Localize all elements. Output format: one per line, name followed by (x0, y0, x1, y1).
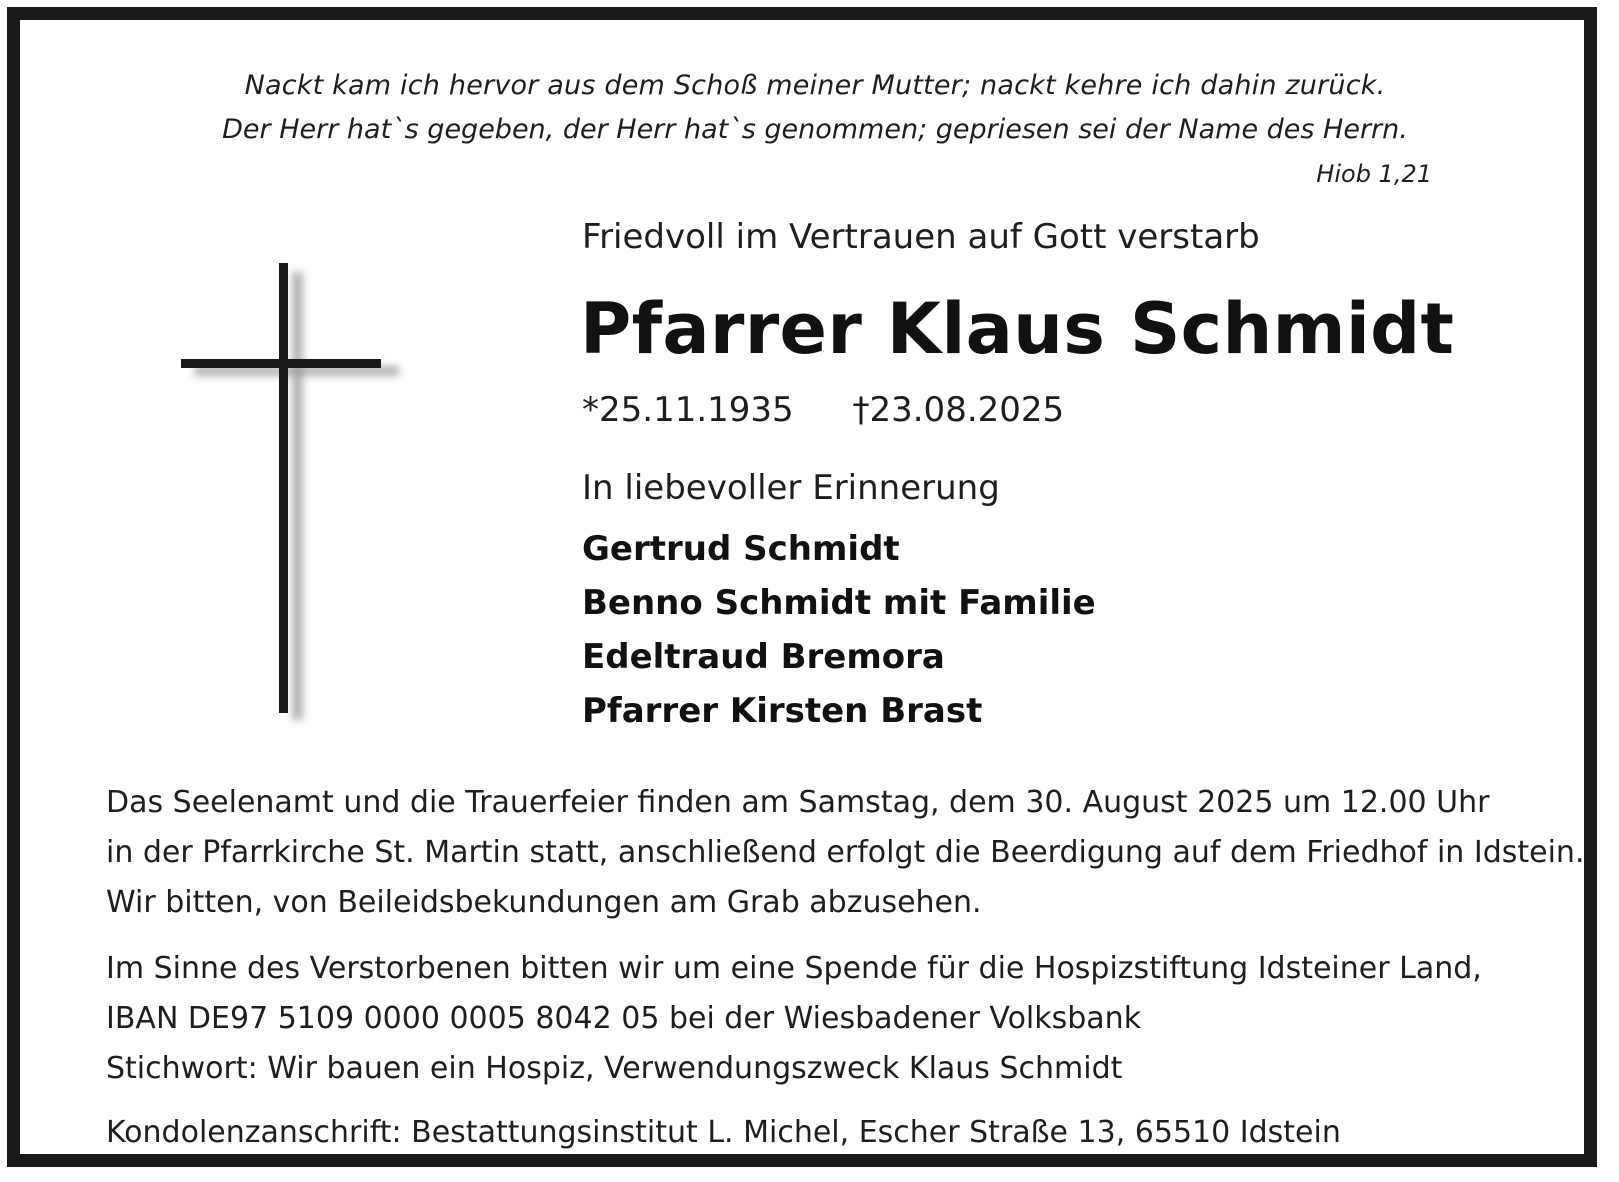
cross-icon (170, 245, 410, 745)
condolence-address (106, 1108, 1341, 1158)
intro-text: Friedvoll im Vertrauen auf Gott verstarb (582, 217, 1260, 257)
deceased-name: Pfarrer Klaus Schmidt (580, 288, 1455, 370)
donation-line: IBAN DE97 5109 0000 0005 8042 05 bei der Wiesbadener Volksbank (106, 1001, 1142, 1036)
donation-info (106, 944, 1482, 1094)
service-line: in der Pfarrkirche St. Martin statt, anschließend erfolgt die Beerdigung auf dem Friedhof in Idstein. (106, 835, 1585, 870)
mourner-name: Pfarrer Kirsten Brast (582, 691, 983, 731)
mourner-name: Edeltraud Bremora (582, 637, 945, 677)
service-line: Das Seelenamt und die Trauerfeier finden am Samstag, dem 30. August 2025 um 12.00 Uhr (106, 785, 1490, 820)
cross-bar-vertical (279, 263, 288, 713)
mourner-name: Benno Schmidt mit Familie (582, 583, 1096, 623)
mourner-name: Gertrud Schmidt (582, 529, 900, 569)
life-dates (582, 390, 1064, 430)
memory-heading: In liebevoller Erinnerung (582, 468, 1000, 508)
obituary-notice (7, 7, 1597, 1167)
quote-line: Der Herr hat`s gegeben, der Herr hat`s genommen; gepriesen sei der Name des Herrn. (222, 114, 1408, 145)
service-line: Wir bitten, von Beileidsbekundungen am Grab abzusehen. (106, 885, 982, 920)
death-date: †23.08.2025 (852, 390, 1065, 430)
cross-bar-horizontal (181, 359, 381, 368)
donation-line: Stichwort: Wir bauen ein Hospiz, Verwendungszweck Klaus Schmidt (106, 1051, 1123, 1086)
quote-source: Hiob 1,21 (1316, 160, 1432, 188)
service-info (106, 778, 1584, 928)
donation-line: Im Sinne des Verstorbenen bitten wir um eine Spende für die Hospizstiftung Idsteiner Land, (106, 951, 1482, 986)
cross-shadow-vertical (292, 272, 303, 720)
birth-date: *25.11.1935 (582, 390, 794, 430)
quote-line: Nackt kam ich hervor aus dem Schoß meiner Mutter; nackt kehre ich dahin zurück. (244, 70, 1386, 101)
mourners-list (582, 522, 1096, 738)
bible-quote (20, 64, 1610, 152)
condolence-line: Kondolenzanschrift: Bestattungsinstitut L. Michel, Escher Straße 13, 65510 Idstein (106, 1115, 1341, 1150)
